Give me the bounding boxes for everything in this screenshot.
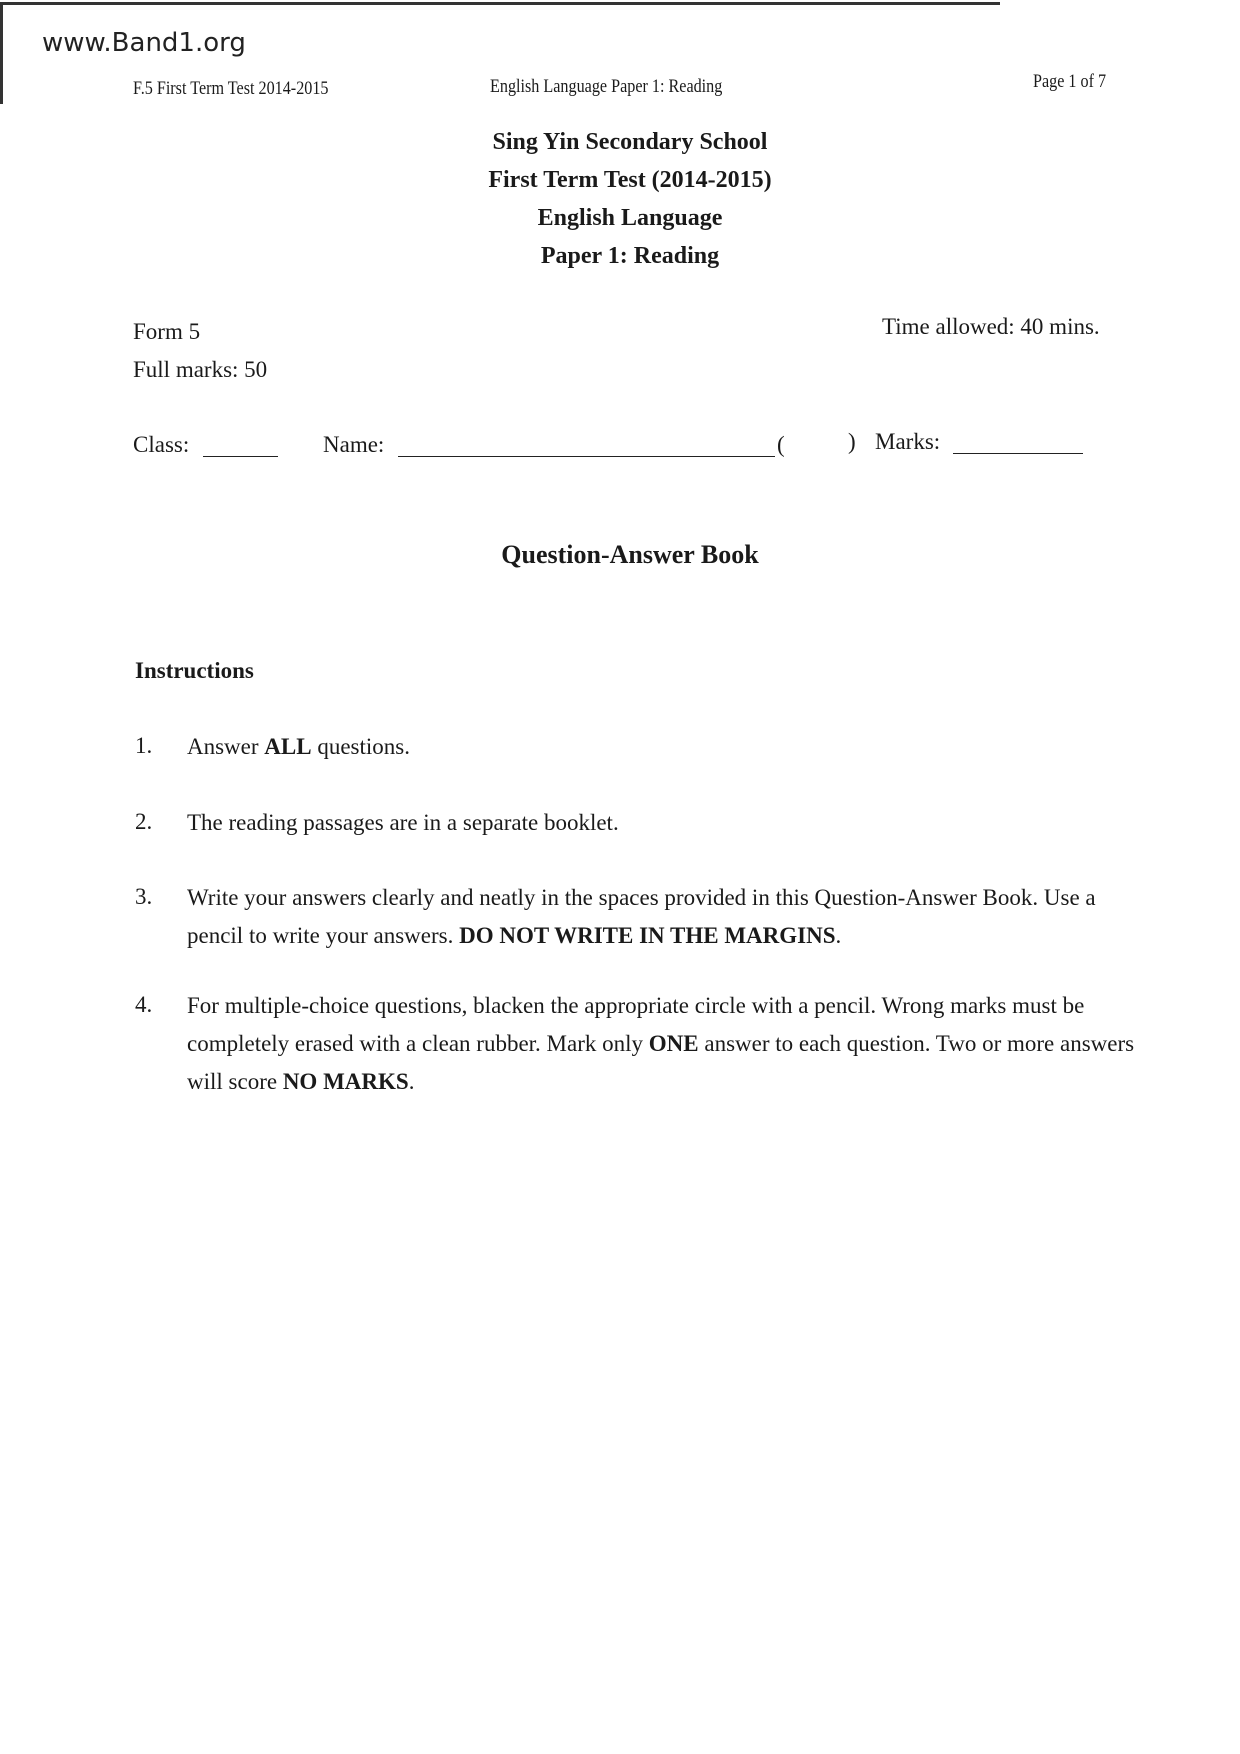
open-paren: ( [777, 432, 785, 457]
name-label: Name: [323, 432, 385, 457]
instruction-text: For multiple-choice questions, blacken the appropriate circle with a pencil. Wrong marks must be completely erased with a clean rubber. Mark only [187, 993, 1085, 1056]
header-left: F.5 First Term Test 2014-2015 [133, 78, 329, 99]
school-name: Sing Yin Secondary School [492, 129, 768, 155]
item-number: 2. [135, 809, 153, 834]
item-number: 4. [135, 992, 153, 1017]
instruction-emphasis: DO NOT WRITE IN THE MARGINS [459, 923, 836, 948]
marks-field[interactable] [953, 433, 1083, 454]
instruction-text: . [408, 1069, 415, 1094]
book-title: Question-Answer Book [501, 540, 759, 569]
name-field[interactable] [398, 436, 775, 457]
paper-title: Paper 1: Reading [540, 243, 720, 269]
header-center: English Language Paper 1: Reading [490, 76, 723, 97]
instruction-emphasis: ONE [648, 1031, 699, 1056]
item-number: 1. [135, 733, 153, 758]
class-field[interactable] [203, 436, 278, 457]
scan-border-left [0, 4, 3, 104]
instruction-item [187, 804, 1137, 842]
instructions-heading: Instructions [135, 658, 254, 683]
time-allowed: Time allowed: 40 mins. [882, 314, 1100, 339]
instruction-text: . [835, 923, 842, 948]
form-label: Form 5 [133, 319, 201, 344]
instruction-item [187, 728, 1137, 766]
scan-border-top [0, 2, 1000, 5]
instruction-emphasis: NO MARKS [282, 1069, 409, 1094]
watermark: www.Band1.org [42, 28, 246, 58]
instruction-text: The reading passages are in a separate booklet. [187, 810, 619, 835]
subject: English Language [537, 205, 723, 231]
instruction-text: Answer [187, 734, 265, 759]
instruction-text: Write your answers clearly and neatly in the spaces provided in this Question-Answer Book. Use a pencil to write your answers. [187, 885, 1096, 948]
full-marks: Full marks: 50 [133, 357, 268, 382]
close-paren: ) [848, 429, 856, 454]
class-label: Class: [133, 432, 190, 457]
test-name: First Term Test (2014-2015) [488, 167, 772, 193]
marks-label: Marks: [875, 429, 941, 454]
instruction-text: questions. [311, 734, 410, 759]
instruction-text: answer to each question. Two or more answers will score [187, 1031, 1135, 1094]
instruction-item [187, 879, 1137, 955]
header-right: Page 1 of 7 [1033, 71, 1107, 92]
instruction-item [187, 987, 1137, 1101]
item-number: 3. [135, 884, 153, 909]
instruction-emphasis: ALL [264, 734, 312, 759]
